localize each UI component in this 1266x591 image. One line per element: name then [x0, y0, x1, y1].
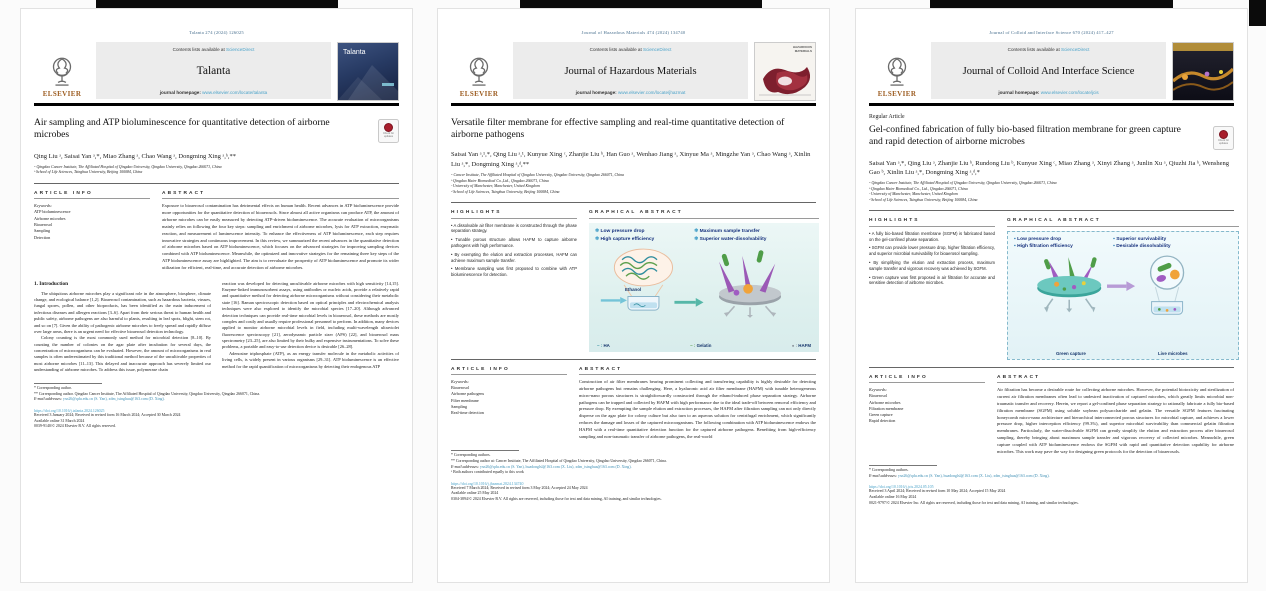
- journal-banner: [96, 42, 331, 99]
- abstract-text: Exposure to bioaerosol contamination has detrimental effects on human health. Recent advances in ATP bioluminescence provide more opportunities for the quantitative detection of bioaerosols. Since almost all active organisms can produce ATP, the amount of airborne microbes can be easily measured by detecting ATP-driven bioluminescence. The accurate evaluation of microorganisms mainly relies on following the four key steps: sampling and enrichment of airborne microbes, lysis for ATP extraction, enzymatic reaction, and measurement of luminescence intensity. To enhance the effectiveness of ATP bioluminescence, each step requires innovative strategies and continuous improvement. In this review, we summarized the recent advances in the quantitative detection of airborne microbes based on ATP bioluminescence, which focuses on the advanced strategies for improving sampling devices combined with ATP bioluminescence. Meanwhile, the optimized and innovative strategies for the remaining three key steps of the ATP bioluminescence assay are highlighted. The aim is to reevaluate the prosperity of ATP bioluminescence and promote its wider utilization for efficient, real-time, and accurate detection of airborne microbes.: [162, 203, 399, 270]
- ga-green-capture-label: Green capture: [1056, 350, 1086, 356]
- homepage-label: journal homepage:: [998, 90, 1040, 95]
- header-rule: [451, 103, 816, 106]
- affiliation-line: ᵇ Qingdao Haier Biomedical Co., Ltd., Qingdao 266071, China: [869, 186, 968, 191]
- contents-line: [933, 47, 1164, 52]
- keyword-item: Rapid detection: [869, 418, 896, 424]
- contents-label: Contents lists available at: [1007, 47, 1060, 52]
- article-info-heading: ARTICLE INFO: [34, 191, 150, 200]
- paper-title: Air sampling and ATP bioluminescence for quantitative detection of airborne microbes: [34, 116, 330, 140]
- divider: [869, 367, 1234, 368]
- article-info-column: [869, 375, 985, 456]
- paper-page-talanta: [20, 8, 413, 583]
- email-links[interactable]: ysn26@qdu.edu.cn (S. Yan), huadonglsl@163.com (X. Liu), xdm_tsinghua@163.com (D. Xing).: [480, 464, 632, 469]
- article-info-column: [451, 367, 567, 441]
- highlights-list: [869, 231, 995, 286]
- keywords-label: Keywords:: [34, 203, 52, 209]
- affiliation-line: ᵇ Qingdao Haier Biomedical Co.,Ltd., Qingdao 266071, China: [451, 178, 549, 183]
- elsevier-wordmark: ELSEVIER: [42, 90, 82, 98]
- affiliations: [451, 173, 816, 195]
- affiliation-line: ᵃ Qingdao Cancer Institute, The Affiliated Hospital of Qingdao University, Qingdao University, Qingdao 266071, China: [34, 164, 222, 169]
- highlight-item: • Green capture was first proposed in air filtration for accurate and sensitive detection of airborne microbes.: [869, 275, 995, 287]
- paper-title: Versatile filter membrane for effective sampling and real-time quantitative detection of airborne pathogens: [451, 116, 785, 140]
- ga-feature: ▪ Desirable dissolvability: [1113, 244, 1232, 249]
- abstract-heading: ABSTRACT: [162, 191, 399, 200]
- footnote-email-line: [34, 397, 399, 403]
- highlights-heading: HIGHLIGHTS: [451, 210, 577, 219]
- ga-feature-list: [595, 228, 813, 242]
- journal-title: Journal of Colloid And Interface Science: [962, 65, 1135, 77]
- keyword-item: Airborne microbes: [869, 399, 901, 405]
- cover-art: [1173, 43, 1233, 100]
- keywords-label: Keywords:: [869, 387, 887, 393]
- ga-live-microbes-label: Live microbes: [1158, 350, 1188, 356]
- keyword-item: Airborne pathogens: [451, 391, 485, 397]
- affiliation-line: ᵇ School of Life Sciences, Tsinghua University, Beijing 100084, China: [34, 170, 143, 175]
- ga-feature: ❄ High capture efficiency: [595, 236, 690, 242]
- footnote-email-line: [869, 474, 1234, 480]
- graphical-abstract-column: [589, 210, 819, 352]
- elsevier-wordmark: ELSEVIER: [877, 90, 917, 98]
- highlight-item: • A fully bio-based filtration membrane (SGFM) is fabricated based on the gel-confined phase separation.: [869, 231, 995, 243]
- check-updates-label: Check for updates: [382, 131, 395, 138]
- check-updates-badge[interactable]: [378, 119, 399, 143]
- header-rule: [869, 103, 1234, 106]
- sciencedirect-link[interactable]: ScienceDirect: [226, 47, 255, 52]
- check-updates-badge[interactable]: [1213, 126, 1234, 150]
- homepage-link[interactable]: www.elsevier.com/locate/jhazmat: [617, 90, 686, 95]
- footnote-divider: [34, 383, 102, 384]
- affiliation-line: ᶜ University of Manchester, Manchester, United Kingdom: [451, 184, 540, 189]
- body-paragraph: Adenosine triphosphate (ATP), as an energy transfer molecule in the metabolic activities of living cells, is widely present in various organisms [29–31]. ATP bioluminescence is an effective method for the rapid quantification of microorganisms by detecting their endogenous ATP: [222, 350, 399, 369]
- ga-feature: ▪ High filtration efficiency: [1014, 244, 1109, 249]
- journal-header: [869, 42, 1234, 99]
- homepage-line: [515, 90, 746, 95]
- keyword-item: Sampling: [451, 404, 468, 410]
- journal-title: Talanta: [196, 65, 231, 77]
- body-paragraph: reaction was developed for detecting uncultivable airborne microbes with high sensitivity [14,15]. Enzyme-linked immunosorbent assays, using antibodies or nucleic acids, provide a relatively rapid and quantitative method for detecting airborne microorganisms without considering their metabolic state [16]. Raman spectroscopic detection based on optical principles and electrochemical analysis techniques were also explored to identify the microbial species [17–20]. Although advanced detection techniques can provide real-time microbial levels in bioaerosol, these methods are mostly complex and costly and usually require professional personnel to perform. In addition, many devices applied to monitor airborne microbial levels in field, including multi-wavelength ultraviolet fluorescence spectroscopy [21], aerodynamic particle sizer (APS) [22], and bioaerosol mass spectrometry [23–25], are also limited by their bulky and expensive instrumentations. To solve these problems, a portable and easy-to-use detection device is desirable [26–28].: [222, 280, 399, 350]
- homepage-link[interactable]: www.elsevier.com/locate/jcis: [1040, 90, 1099, 95]
- homepage-line: [933, 90, 1164, 95]
- homepage-label: journal homepage:: [575, 90, 617, 95]
- email-links[interactable]: ysn26@qdu.edu.cn (S. Yan), xdm_tsinghua@163.com (D. Xing).: [63, 397, 165, 402]
- footnote-line: ** Corresponding author at: Cancer Institute, The Affiliated Hospital of Qingdao University, Qingdao University, Qingdao 266071, China.: [451, 458, 667, 463]
- journal-header: [451, 42, 816, 99]
- ga-ethanol-label: Ethanol: [625, 286, 642, 292]
- elsevier-logo: [869, 42, 925, 99]
- paper-citation: Journal of Hazardous Materials 474 (2024) 134740: [581, 30, 686, 35]
- affiliation-line: ᵃ Qingdao Cancer Institute, The Affiliated Hospital of Qingdao University, Qingdao University, Qingdao 266071, China: [869, 181, 1057, 186]
- journal-cover-thumbnail: [1172, 42, 1234, 101]
- viewer-corner-block: [1249, 0, 1266, 26]
- graphical-abstract-figure: [589, 223, 819, 352]
- affiliation-line: ᵈ School of Life Sciences, Tsinghua University, Beijing 100084, China: [869, 197, 978, 202]
- ga-illustration: [1014, 252, 1232, 330]
- contents-line: [515, 47, 746, 52]
- elsevier-tree-icon: [881, 55, 913, 89]
- available-line: Available online 31 March 2024: [34, 418, 85, 423]
- journal-cover-thumbnail: [337, 42, 399, 101]
- article-info-heading: ARTICLE INFO: [451, 367, 567, 376]
- body-paragraph: The ubiquitous airborne microbes play a significant role in the atmosphere, biosphere, climate change, and ecological balance [1,2]. Bioaerosol contamination, such as hazardous bacteria, viruses, fungal spores, pollen, and other bioproducts, has been identified as the main inducement of infectious diseases and allergen reactions [3–6]. Apart from their serious threat to human health and public safety, airborne pathogens are also harmful to plants, resulting in leaf spots, blight, stem rot, and so on [7]. Given the ability of pathogenic airborne microbes to freely spread and rapidly diffuse over large areas, there is an urgent need for effective bioaerosol detection technology.: [34, 290, 211, 334]
- highlights-column: [451, 210, 577, 352]
- graphical-abstract-column: [1007, 218, 1239, 360]
- highlight-item: • Tunable porous structure allows HAFM to capture airborne pathogens with high performance.: [451, 237, 577, 249]
- graphical-abstract-heading: GRAPHICAL ABSTRACT: [589, 210, 819, 219]
- cover-title: Talanta: [343, 49, 366, 56]
- highlight-item: • A dissolvable air filter membrane is constructed through the phase separation strategy.: [451, 223, 577, 235]
- abstract-column: [162, 191, 399, 272]
- doi-link[interactable]: https://doi.org/10.1016/j.talanta.2024.126025: [34, 409, 105, 414]
- body-paragraph: Colony counting is the most commonly used method for microbial detection [8–10]. By counting the number of colonies on the agar plate after incubation for several days, the concentration of microorganisms can be evaluated. However, the amount of microorganisms in real samples is often underestimated by this traditional method because of the uncultivable properties of most airborne microbes [11–13]. This delayed and inaccurate approach has severely limited our understanding of airborne microbes. To address this issue, polymerase chain: [34, 335, 211, 373]
- email-label: E-mail addresses:: [34, 397, 63, 402]
- keyword-item: Filter membrane: [451, 397, 479, 403]
- journal-title: Journal of Hazardous Materials: [564, 65, 697, 77]
- keyword-item: Filtration membrane: [869, 405, 904, 411]
- email-label: E-mail addresses:: [869, 473, 898, 478]
- ga-feature: ❄ Superior water-dissolvability: [694, 236, 813, 242]
- paper-page-jhazmat: [437, 8, 830, 583]
- email-label: E-mail addresses:: [451, 464, 480, 469]
- authors-line: Saisai Yan ᵃ,¹,*, Qing Liu ᵃ,¹, Kunyue Xing ᶜ, Zhanjie Liu ᵇ, Han Guo ᵃ, Wenhao Jiang ᵃ, Xinyue Ma ᵃ, Mingzhe Yan ᵃ, Chao Wang ᵃ, Xinlin Liu ᵃ,*, Dongming Xing ᵃ,ᵈ,**: [451, 151, 811, 168]
- ga-feature: ❄ Maximum sample transfer: [694, 228, 813, 234]
- highlight-item: • By simplifying the elution and extraction process, maximum sample transfer and vigorous recovery was achieved by SGFM.: [869, 260, 995, 272]
- received-line: Received 3 January 2024; Received in revised form 16 March 2024; Accepted 30 March 2024: [34, 413, 181, 418]
- ga-illustration: [595, 245, 813, 319]
- ga-legend-ha: ~ : HA: [597, 343, 610, 348]
- abstract-text: Construction of air filter membranes bearing prominent collecting and transferring capability is highly desirable for detecting airborne pathogens but remains challenging. Here, a hyaluronic acid air filter membrane (HAFM) with tunable heterogeneous micro-nano porous structures is straightforwardly constructed through the ethanol-induced phase separation strategy. Airborne pathogens can be trapped and collected by HAFM with high performance due to the ideal trade-off between removal efficiency and pressure drop. By exempting the sample elution and extraction processes, the HAFM after filtration sampling can not only directly disperse on the agar plate for colony culture but also turn to an aqueous solution for centrifugal enrichment, which significantly reduces the damage and losses of the captured microorganisms. The following combination with ATP bioluminescence endows the HAFM with a real-time quantitative detection function for the captured airborne pathogens. Benefiting from high-efficiency sampling and non-traumatic transfer of airborne pathogens, the real-world: [579, 379, 816, 439]
- doi-link[interactable]: https://doi.org/10.1016/j.jhazmat.2024.134740: [451, 481, 524, 486]
- available-line: Available online 16 May 2024: [869, 495, 917, 500]
- cover-title: HAZARDOUS MATERIALS: [792, 45, 812, 53]
- journal-header: [34, 42, 399, 99]
- graphical-abstract-figure: [1007, 231, 1239, 360]
- keyword-item: Detection: [34, 234, 51, 240]
- elsevier-logo: [34, 42, 90, 99]
- ga-feature: ▪ Superior survivability: [1113, 237, 1232, 242]
- ga-legend-hafm: ● : HAFM: [792, 343, 811, 348]
- footnote-line: * Corresponding author.: [34, 386, 72, 391]
- ga-legend: [597, 343, 811, 348]
- divider: [451, 359, 816, 360]
- copyright-line: 0021-9797/© 2024 Elsevier Inc. All rights are reserved, including those for text and data mining, AI training, and similar technologies.: [869, 500, 1079, 505]
- article-info-column: [34, 191, 150, 272]
- affiliations: [869, 181, 1234, 203]
- graphical-abstract-heading: GRAPHICAL ABSTRACT: [1007, 218, 1239, 227]
- doi-link[interactable]: https://doi.org/10.1016/j.jcis.2024.05.105: [869, 485, 934, 490]
- paper-page-jcis: [855, 8, 1248, 583]
- check-updates-icon: [1219, 130, 1228, 139]
- sciencedirect-link[interactable]: ScienceDirect: [643, 47, 672, 52]
- authors-line: Qing Liu ᵃ, Saisai Yan ᵃ,*, Miao Zhang ᵃ, Chao Wang ᵃ, Dongming Xing ᵃ,ᵇ,**: [34, 152, 236, 160]
- abstract-column: [997, 375, 1234, 456]
- contents-label: Contents lists available at: [172, 47, 225, 52]
- paper-citation: Talanta 274 (2024) 126025: [189, 30, 244, 35]
- email-links[interactable]: ysn26@qdu.edu.cn (S. Yan), huadonglsl@163.com (X. Liu), xdm_tsinghua@163.com (D. Xing).: [898, 473, 1050, 478]
- homepage-label: journal homepage:: [159, 90, 201, 95]
- footnote-line: ¹ Both authors contributed equally to this work: [451, 470, 524, 475]
- footnote-divider: [451, 450, 519, 451]
- ga-legend-gelatin: ~ : Gelatin: [690, 343, 711, 348]
- footnote-line: * Corresponding authors.: [869, 468, 909, 473]
- footnote-divider: [869, 465, 937, 466]
- elsevier-tree-icon: [46, 55, 78, 89]
- ga-feature-list: [1014, 237, 1232, 249]
- copyright-line: 0304-3894/© 2024 Elsevier B.V. All rights are reserved, including those for text and data mining, AI training, and similar technologies.: [451, 497, 662, 502]
- abstract-heading: ABSTRACT: [579, 367, 816, 376]
- footnote-line: * Corresponding authors.: [451, 453, 491, 458]
- check-updates-icon: [384, 123, 393, 132]
- ga-feature: ▪ Low pressure drop: [1014, 237, 1109, 242]
- abstract-heading: ABSTRACT: [997, 375, 1234, 384]
- keyword-item: Bioaerosol: [34, 221, 53, 227]
- affiliation-line: ᵃ Cancer Institute, The Affiliated Hospital of Qingdao University, Qingdao University, Qingdao 266071, China: [451, 173, 624, 178]
- abstract-text: Air filtration has become a desirable route for collecting airborne microbes. However, the potential biotoxicity and sterilization of current air filtration membranes often lead to undesired inactivation of captured microbes, which greatly limits microbial non-traumatic transfer and recovery. Herein, we report a gel-confined phase separation strategy to rationally fabricate a fully bio-based filtration membrane (SGFM) using soluble soybean polysaccharide and gelatin. The versatile SGFM features fascinating honeycomb micro-nano architecture and hierarchical interconnected porous structures for microbial capture, and achieves a lower pressure drop, higher interception efficiency (99.3%), and superior microbial survivability than commercial gelatin filtration membranes. Particularly, the water-dissolvable SGFM can greatly simplify the elution and extraction process after bioaerosol sampling, thereby bringing about maximum sample transfer and vigorous recovery of collected microbes. Meanwhile, green capture coupled with ATP bioluminescence endows the SGFM with rapid and quantitative detection capability for airborne microbes. This work may pave the way for designing green protocols for the detection of bioaerosols.: [997, 387, 1234, 454]
- highlight-item: • SGFM can provide lower pressure drop, higher filtration efficiency, and superior microbial survivability for bioaerosol sampling.: [869, 245, 995, 257]
- keyword-item: Bioaerosol: [869, 393, 888, 399]
- received-line: Received 7 March 2024; Received in revised form 3 May 2024; Accepted 24 May 2024: [451, 485, 588, 490]
- homepage-link[interactable]: www.elsevier.com/locate/talanta: [202, 90, 268, 95]
- keywords-label: Keywords:: [451, 379, 469, 385]
- authors-line: Saisai Yan ᵃ,*, Qing Liu ᵃ, Zhanjie Liu ᵇ, Rundong Liu ᵇ, Kunyue Xing ᶜ, Miao Zhang ᵃ, Xinyi Zhang ᵃ, Junlin Xu ᵃ, Qiuzhi Jia ᵇ, Wensheng Gao ᵇ, Xinlin Liu ᵃ,*, Dongming Xing ᵃ,ᵈ,*: [869, 159, 1230, 176]
- affiliation-line: ᶜ University of Manchester, Manchester, United Kingdom: [869, 192, 958, 197]
- body-text: [34, 281, 399, 374]
- elsevier-logo: [451, 42, 507, 99]
- article-type-label: Regular Article: [869, 113, 905, 120]
- contents-label: Contents lists available at: [589, 47, 642, 52]
- contents-line: [98, 47, 329, 52]
- divider: [451, 202, 816, 203]
- keyword-item: Bioaerosol: [451, 385, 470, 391]
- elsevier-wordmark: ELSEVIER: [459, 90, 499, 98]
- received-line: Received 3 April 2024; Received in revised form 10 May 2024; Accepted 15 May 2024: [869, 489, 1006, 494]
- highlight-item: • Membrane sampling was first proposed to combine with ATP bioluminescence for detection.: [451, 266, 577, 278]
- highlight-item: • By exempting the elution and extraction processes, HAFM can achieve maximum sample transfer.: [451, 252, 577, 264]
- divider: [869, 210, 1234, 211]
- footnote-line: ** Corresponding author. Qingdao Cancer Institute, The Affiliated Hospital of Qingdao University, Qingdao University, Qingdao 266071, China.: [34, 391, 261, 396]
- copyright-line: 0039-9140/© 2024 Elsevier B.V. All rights reserved.: [34, 424, 116, 429]
- paper-citation: Journal of Colloid and Interface Science 670 (2024) 417–427: [989, 30, 1114, 35]
- elsevier-tree-icon: [463, 55, 495, 89]
- highlights-list: [451, 223, 577, 278]
- paper-title: Gel-confined fabrication of fully bio-based filtration membrane for green capture and rapid detection of airborne microbes: [869, 123, 1181, 147]
- section-heading: 1. Introduction: [34, 280, 69, 287]
- divider: [34, 183, 399, 184]
- article-info-heading: ARTICLE INFO: [869, 375, 985, 384]
- check-updates-label: Check for updates: [1217, 138, 1230, 145]
- ga-feature: ❄ Low pressure drop: [595, 228, 690, 234]
- keyword-item: Sampling: [34, 228, 51, 234]
- keyword-item: ATP bioluminescence: [34, 209, 71, 215]
- affiliations: [34, 165, 399, 176]
- sciencedirect-link[interactable]: ScienceDirect: [1061, 47, 1090, 52]
- header-rule: [34, 103, 399, 106]
- available-line: Available online 25 May 2024: [451, 491, 499, 496]
- keyword-item: Real-time detection: [451, 410, 484, 416]
- journal-banner: [513, 42, 748, 99]
- keyword-item: Green capture: [869, 412, 893, 418]
- journal-banner: [931, 42, 1166, 99]
- homepage-line: [98, 90, 329, 95]
- highlights-heading: HIGHLIGHTS: [869, 218, 995, 227]
- journal-cover-thumbnail: [754, 42, 816, 101]
- highlights-column: [869, 218, 995, 360]
- abstract-column: [579, 367, 816, 441]
- affiliation-line: ᵈ School of Life Sciences, Tsinghua University, Beijing 100084, China: [451, 189, 560, 194]
- keyword-item: Airborne microbes: [34, 215, 66, 221]
